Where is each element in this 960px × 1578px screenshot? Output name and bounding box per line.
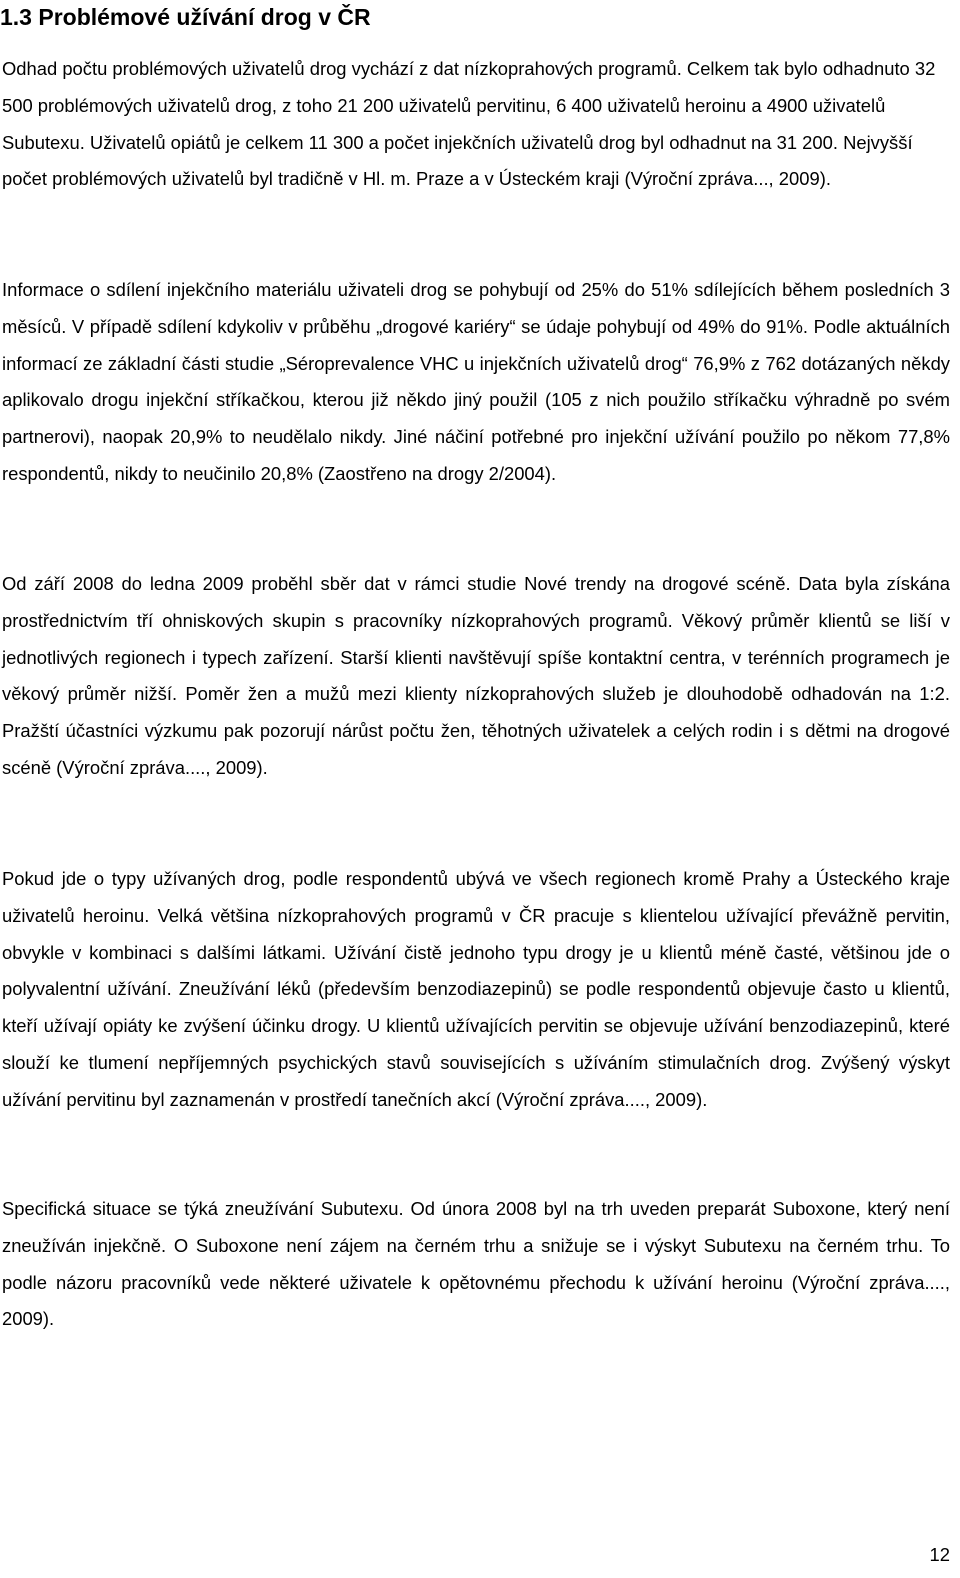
- section-heading: 1.3 Problémové užívání drog v ČR: [0, 4, 371, 30]
- page-number: 12: [929, 1544, 950, 1565]
- paragraph-new-trends-study: Od září 2008 do ledna 2009 proběhl sběr dat v rámci studie Nové trendy na drogové scéně. Data byla získána prostřednictvím tří ohniskových skupin s pracovníky nízkoprahových programů. Věkový průměr klientů se liší v jednotlivých regionech i typech zařízení. Starší klienti navštěvují spíše kontaktní centra, v terénních programech je věkový průměr nižší. Poměr žen a mužů mezi klienty nízkoprahových služeb je dlouhodobě odhadován na 1:2. Pražští účastníci výzkumu pak pozorují nárůst počtu žen, těhotných uživatelek a celých rodin i s dětmi na drogové scéně (Výroční zpráva...., 2009).: [2, 573, 950, 778]
- paragraph-drug-types: Pokud jde o typy užívaných drog, podle respondentů ubývá ve všech regionech kromě Prahy a Ústeckého kraje uživatelů heroinu. Velká většina nízkoprahových programů v ČR pracuje s klientelou užívající převážně pervitin, obvykle v kombinaci s dalšími látkami. Užívání čistě jednoho typu drogy je u klientů méně časté, většinou jde o polyvalentní užívání. Zneužívání léků (především benzodiazepinů) se podle respondentů objevuje často u klientů, kteří užívají opiáty ke zvýšení účinku drogy. U klientů užívajících pervitin se objevuje užívání benzodiazepinů, které slouží ke tlumení nepříjemných psychických stavů souvisejících s užíváním stimulačních drog. Zvýšený výskyt užívání pervitinu byl zaznamenán v prostředí tanečních akcí (Výroční zpráva...., 2009).: [2, 868, 950, 1110]
- paragraph-subutex-situation: Specifická situace se týká zneužívání Subutexu. Od února 2008 byl na trh uveden preparát Suboxone, který není zneužíván injekčně. O Suboxone není zájem na černém trhu a snižuje se i výskyt Subutexu na černém trhu. To podle názoru pracovníků vede některé uživatele k opětovnému přechodu k užívání heroinu (Výroční zpráva...., 2009).: [2, 1198, 950, 1330]
- paragraph-problem-users-estimate: Odhad počtu problémových uživatelů drog vychází z dat nízkoprahových programů. Celkem tak bylo odhadnuto 32 500 problémových uživatelů drog, z toho 21 200 uživatelů pervitinu, 6 400 uživatelů heroinu a 4900 uživatelů Subutexu. Uživatelů opiátů je celkem 11 300 a počet injekčních uživatelů drog byl odhadnut na 31 200. Nejvyšší počet problémových uživatelů byl tradičně v Hl. m. Praze a v Ústeckém kraji (Výroční zpráva..., 2009).: [2, 58, 936, 190]
- paragraph-injection-sharing: Informace o sdílení injekčního materiálu uživateli drog se pohybují od 25% do 51% sdílejících během posledních 3 měsíců. V případě sdílení kdykoliv v průběhu „drogové kariéry“ se údaje pohybují od 49% do 91%. Podle aktuálních informací ze základní části studie „Séroprevalence VHC u injekčních uživatelů drog“ 76,9% z 762 dotázaných někdy aplikovalo drogu injekční stříkačkou, kterou již někdo jiný použil (105 z nich použilo stříkačku výhradně po svém partnerovi), naopak 20,9% to neudělalo nikdy. Jiné náčiní potřebné pro injekční užívání použilo po někom 77,8% respondentů, nikdy to neučinilo 20,8% (Zaostřeno na drogy 2/2004).: [2, 279, 950, 484]
